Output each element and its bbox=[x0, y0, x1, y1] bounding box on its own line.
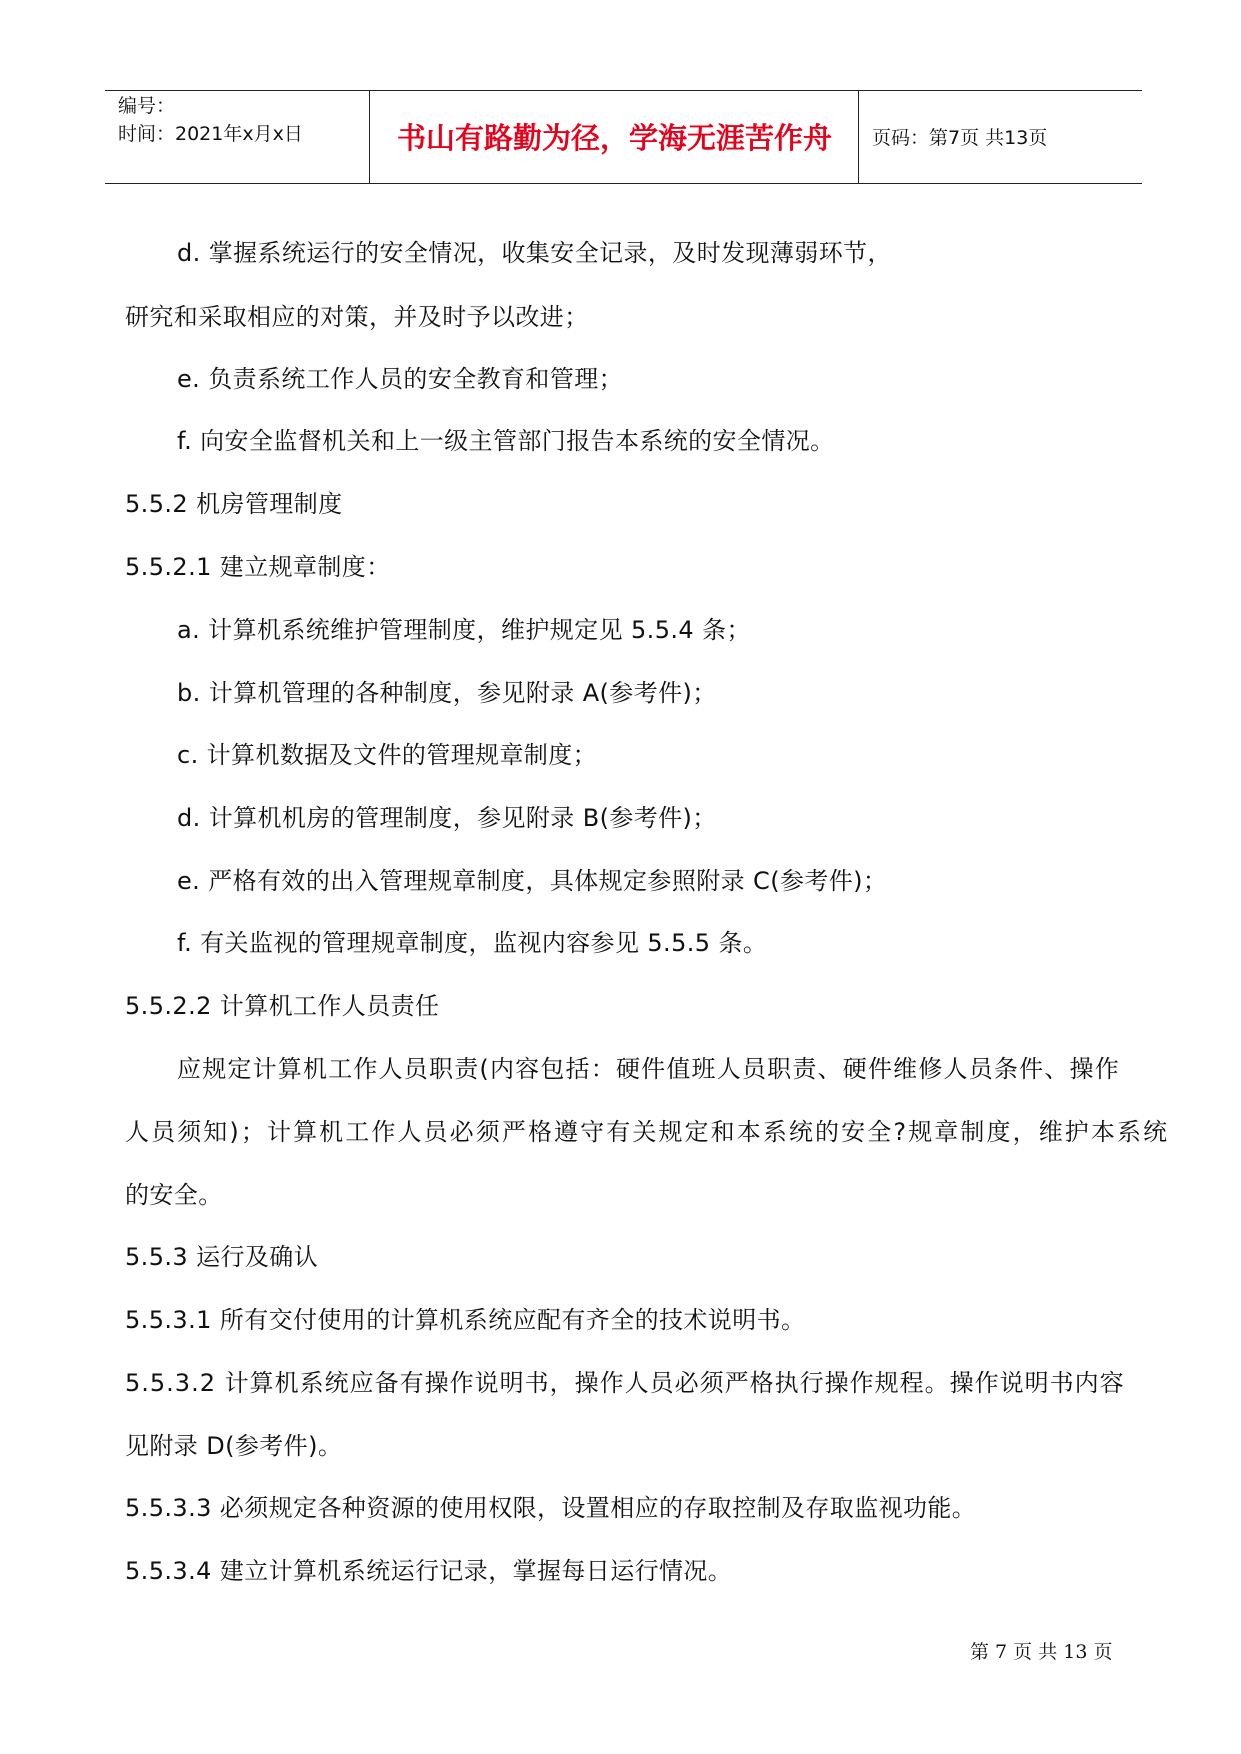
body-line: 人员须知)；计算机工作人员必须严格遵守有关规定和本系统的安全?规章制度，维护本系统 bbox=[125, 1118, 1170, 1146]
header-divider-right bbox=[858, 91, 859, 183]
body-line: 见附录 D(参考件)。 bbox=[125, 1432, 343, 1460]
header-motto: 书山有路勤为径，学海无涯苦作舟 bbox=[396, 121, 832, 155]
document-time-label: 时间：2021年x月x日 bbox=[118, 123, 303, 145]
document-number-label: 编号： bbox=[118, 95, 176, 117]
body-line: f. 向安全监督机关和上一级主管部门报告本系统的安全情况。 bbox=[177, 427, 835, 455]
page-header bbox=[105, 90, 1142, 184]
body-line: 研究和采取相应的对策，并及时予以改进； bbox=[125, 303, 589, 331]
section-heading: 5.5.2 机房管理制度 bbox=[125, 490, 343, 518]
subsection-item: 5.5.3.3 必须规定各种资源的使用权限，设置相应的存取控制及存取监视功能。 bbox=[125, 1494, 977, 1522]
body-line: d. 掌握系统运行的安全情况，收集安全记录，及时发现薄弱环节， bbox=[177, 239, 892, 267]
section-heading: 5.5.3 运行及确认 bbox=[125, 1243, 319, 1271]
list-item: d. 计算机机房的管理制度，参见附录 B(参考件)； bbox=[177, 804, 717, 832]
page-footer-number: 第 7 页 共 13 页 bbox=[970, 1641, 1113, 1663]
subsection-item: 5.5.3.4 建立计算机系统运行记录，掌握每日运行情况。 bbox=[125, 1557, 733, 1585]
subsection-item: 5.5.3.1 所有交付使用的计算机系统应配有齐全的技术说明书。 bbox=[125, 1306, 806, 1334]
list-item: a. 计算机系统维护管理制度，维护规定见 5.5.4 条； bbox=[177, 616, 751, 644]
body-line: 的安全。 bbox=[125, 1181, 223, 1209]
body-line: 应规定计算机工作人员职责(内容包括：硬件值班人员职责、硬件维修人员条件、操作 bbox=[177, 1055, 1120, 1083]
subsection-heading: 5.5.2.1 建立规章制度： bbox=[125, 553, 391, 581]
subsection-heading: 5.5.2.2 计算机工作人员责任 bbox=[125, 992, 440, 1020]
list-item: e. 严格有效的出入管理规章制度，具体规定参照附录 C(参考件)； bbox=[177, 867, 888, 895]
list-item: f. 有关监视的管理规章制度，监视内容参见 5.5.5 条。 bbox=[177, 929, 768, 957]
body-line: e. 负责系统工作人员的安全教育和管理； bbox=[177, 365, 624, 393]
header-page-info: 页码：第7页 共13页 bbox=[872, 127, 1048, 149]
list-item: b. 计算机管理的各种制度，参见附录 A(参考件)； bbox=[177, 679, 717, 707]
list-item: c. 计算机数据及文件的管理规章制度； bbox=[177, 741, 598, 769]
header-divider-left bbox=[369, 91, 370, 183]
subsection-item: 5.5.3.2 计算机系统应备有操作说明书，操作人员必须严格执行操作规程。操作说明书内容 bbox=[125, 1369, 1125, 1397]
